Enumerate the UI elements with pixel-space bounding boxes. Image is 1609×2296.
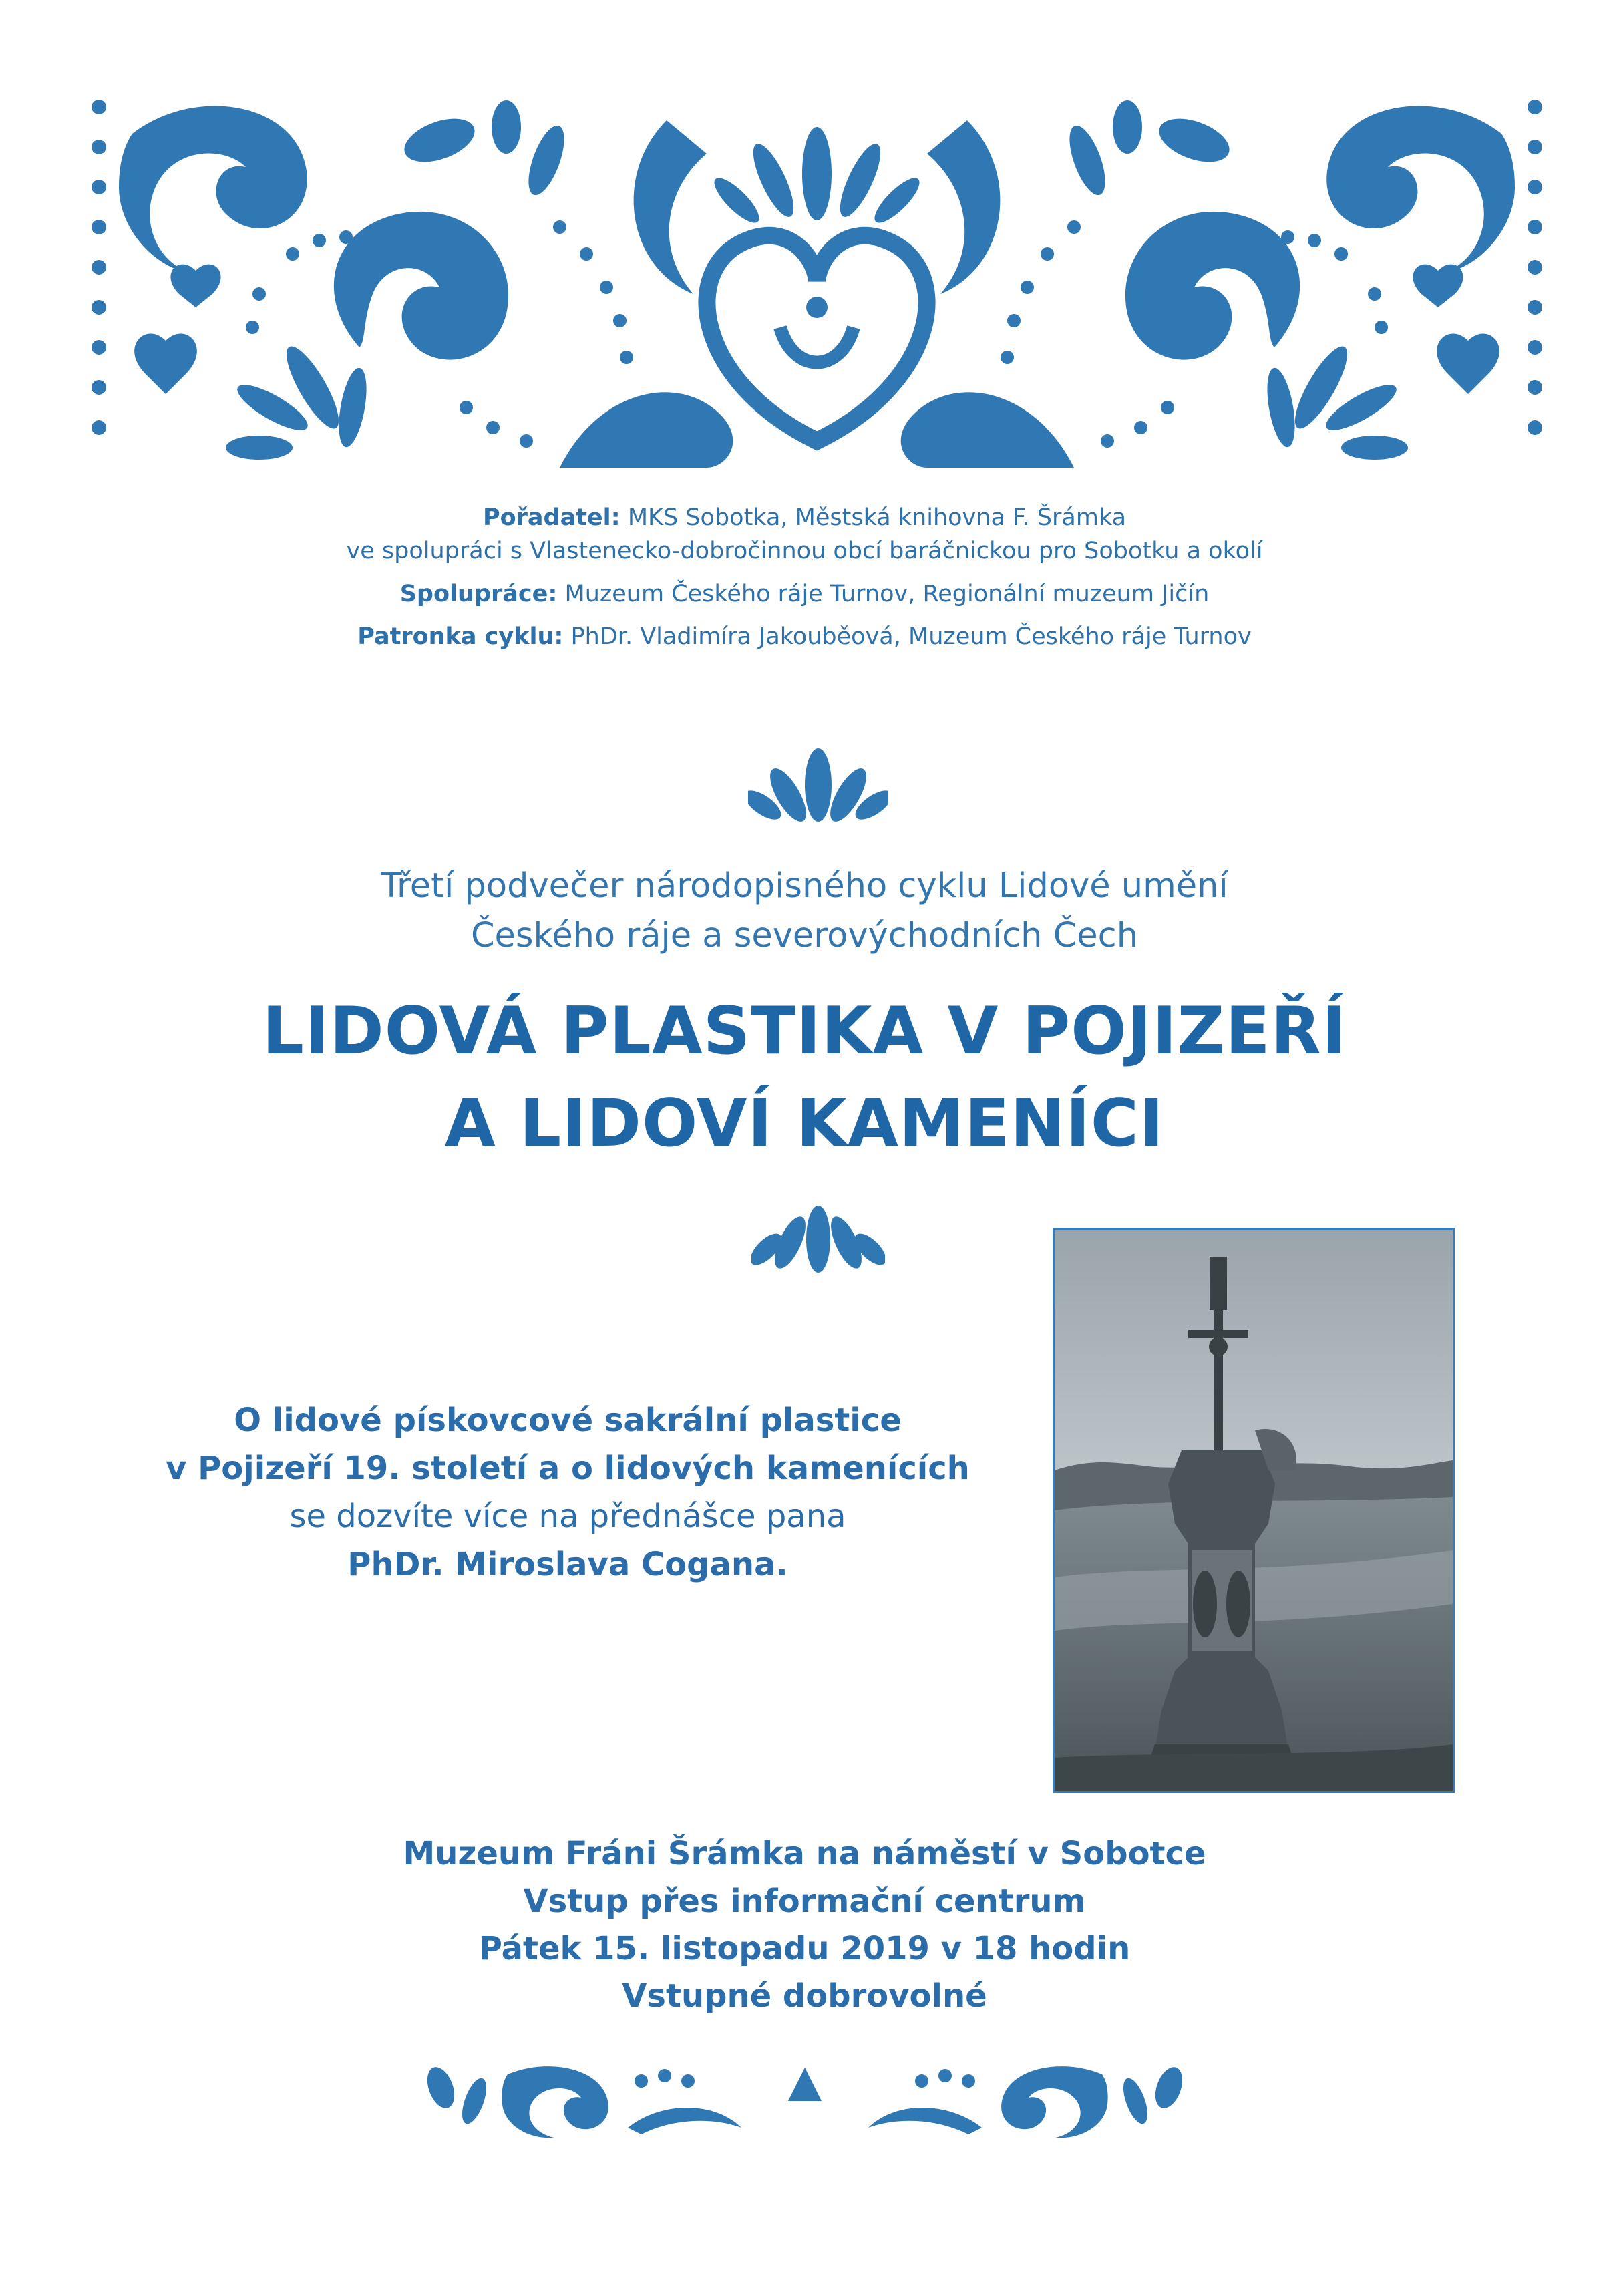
patron-line: Patronka cyklu: PhDr. Vladimíra Jakouběová, Muzeum Českého ráje Turnov	[357, 623, 1252, 650]
organizer-line-2: ve spolupráci s Vlastenecko-dobročinnou obcí baráčnickou pro Sobotku a okolí	[346, 538, 1263, 564]
folk-pattern-border-icon	[92, 94, 1542, 468]
scroll-swirl-ornament-icon	[427, 2061, 1182, 2141]
droplet-fan-ornament-icon	[751, 1199, 885, 1273]
stone-cross-photo-icon	[1055, 1230, 1453, 1791]
organizer-line: Pořadatel: MKS Sobotka, Městská knihovna F. Šrámka	[482, 504, 1127, 531]
venue-info: Muzeum Fráni Šrámka na náměstí v Sobotce Vstup přes informační centrum Pátek 15. listopadu 2019 v 18 hodin Vstupné dobrovolné	[403, 1835, 1206, 2015]
event-subtitle: Třetí podvečer národopisného cyklu Lidové umění Českého ráje a severovýchodních Čech	[381, 866, 1228, 955]
stone-cross-statue-photo	[1053, 1228, 1455, 1793]
lecture-description: O lidové pískovcové sakrální plastice v Pojizeří 19. století a o lidových kamenících se dozvíte více na přednášce pana PhDr. Miroslava Cogana.	[166, 1402, 970, 1583]
cooperation-line: Spolupráce: Muzeum Českého ráje Turnov, Regionální muzeum Jičín	[399, 581, 1210, 607]
credits-block	[0, 501, 1609, 653]
event-title: LIDOVÁ PLASTIKA V POJIZEŘÍ A LIDOVÍ KAMENÍCI	[262, 993, 1347, 1162]
droplet-fan-ornament-icon	[748, 748, 888, 828]
